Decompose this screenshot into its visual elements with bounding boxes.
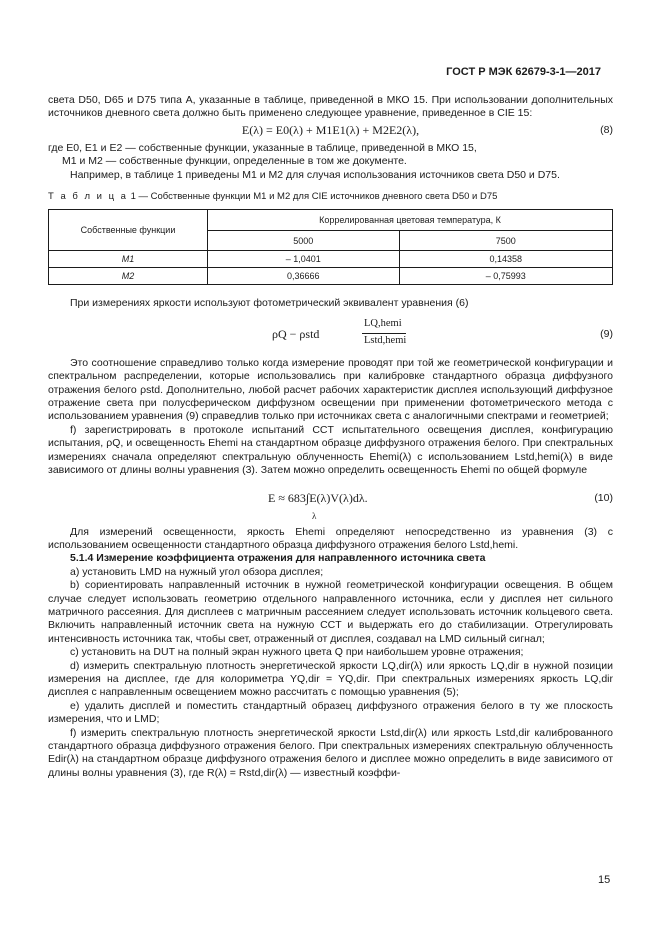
equation-10-subscript: λ <box>312 510 317 521</box>
table-temp-7500: 7500 <box>399 230 612 251</box>
table-caption-text: 1 — Собственные функции M1 и M2 для CIE источников дневного света D50 и D75 <box>130 191 498 203</box>
relation-paragraph: Это соотношение справедливо только когда измерение проводят при той же геометрической конфигурации и спектральном распределении, которые использовались при калибровке стандартного образца диффузного отражения белого ρstd. Дополнительно, любой расчет рабочих характеристик дисплея использующий диффузное отражение света при полусферическом диффузном освещении при применении фотометрического метода с использованием уравнения (9) справедлив только при источниках света с аналогичными спектрами и геометрией; <box>48 356 613 423</box>
list-item: f) измерить спектральную плотность энергетической яркости Lstd,dir(λ) или яркость Lstd,dir калиброванного стандартного образца диффузного отражения белого. При спектральных измерениях спектральную облученность Edir(λ) на стандартном образце диффузного отражения белого и дисплее можно определить в виде зависимого от длины волны уравнения (3), где R(λ) = Rstd,dir(λ) — известный коэффи- <box>48 726 613 779</box>
list-item: e) удалить дисплей и поместить стандартный образец диффузного отражения белого в ту же плоскость измерения, что и LMD; <box>48 699 613 726</box>
list-item: b) сориентировать направленный источник в нужной геометрической конфигурации освещения. В общем случае следует использовать геометрию отдельного направленного источника, если у дисплея нет сильного матричного рассеяния. Для дисплеев с матричным рассеянием следует использовать источник кольцевого света. Включить направленный источник света на нужную CCT и выдержать его до стабилизации. Отрегулировать интенсивность источника так, чтобы свет, отраженный от дисплея, создавал на LMD сильный сигнал; <box>48 579 613 645</box>
table-caption-prefix: Т а б л и ц а <box>48 191 128 203</box>
equation-8-formula: E(λ) = E0(λ) + M1E1(λ) + M2E2(λ), <box>241 122 420 137</box>
step-f-paragraph: f) зарегистрировать в протоколе испытаний CCT испытательного освещения дисплея, конфигурацию испытания, ρQ, и освещенность Ehemi на стандартном образце диффузного отражения белого. При спектральных измерениях сначала определяют спектральную облученность Ehemi(λ) с использованием Lstd,hemi(λ) в виде зависимого от длины волны уравнения (3). Затем можно определить освещенность Ehemi по общей формуле <box>48 423 613 477</box>
illuminance-paragraph: Для измерений освещенности, яркость Ehemi определяют непосредственно из уравнения (3) с использованием освещенности стандартного образца диффузного отражения белого Lstd,hemi. <box>48 525 613 551</box>
document-header: ГОСТ Р МЭК 62679-3-1—2017 <box>446 66 601 78</box>
table-temp-5000: 5000 <box>208 230 400 251</box>
equation-10-formula: E ≈ 683∫E(λ)V(λ)dλ. <box>268 490 368 505</box>
page-content <box>48 94 613 780</box>
example-paragraph: Например, в таблице 1 приведены M1 и M2 для случая использования источников света D50 и D75. <box>70 168 560 181</box>
luminance-paragraph: При измерениях яркости используют фотометрический эквивалент уравнения (6) <box>70 297 469 310</box>
equation-9-numerator: LQ,hemi <box>364 317 402 329</box>
table-row <box>49 251 613 268</box>
table-col-label: Собственные функции <box>49 210 208 251</box>
table-cell: – 1,0401 <box>208 251 400 268</box>
table-row-name: M2 <box>49 268 208 285</box>
equation-9-number: (9) <box>600 327 613 340</box>
equation-8 <box>48 121 613 140</box>
list-item: a) установить LMD на нужный угол обзора дисплея; <box>70 565 324 578</box>
table-row-name: M1 <box>49 251 208 268</box>
table-header-row <box>49 210 613 231</box>
list-item: c) установить на DUT на полный экран нужного цвета Q при наибольшем уровне отражения; <box>70 646 524 659</box>
intro-paragraph: света D50, D65 и D75 типа А, указанные в таблице, приведенной в МКО 15. При использовании дополнительных источников дневного света должно быть применено следующее уравнение, приведенное в CIE 15: <box>48 94 613 120</box>
equation-10 <box>48 484 613 524</box>
page-number: 15 <box>598 874 611 886</box>
eigenfunctions-table <box>48 209 613 285</box>
table-group-header: Коррелированная цветовая температура, К <box>208 210 613 231</box>
table-row <box>49 268 613 285</box>
table-cell: – 0,75993 <box>399 268 612 285</box>
where-line-1: где E0, E1 и E2 — собственные функции, указанные в таблице, приведенной в МКО 15, <box>48 141 477 154</box>
equation-9 <box>48 317 613 353</box>
equation-9-denominator: Lstd,hemi <box>364 334 407 346</box>
section-title: 5.1.4 Измерение коэффициента отражения для направленного источника света <box>70 552 486 565</box>
table-cell: 0,14358 <box>399 251 612 268</box>
equation-9-lhs: ρQ − ρstd <box>272 326 320 341</box>
equation-8-number: (8) <box>600 123 613 136</box>
table-caption <box>48 190 613 203</box>
list-item: d) измерить спектральную плотность энергетической яркости LQ,dir(λ) или яркость LQ,dir в нужной позиции измерения на дисплее, где для колориметра YQ,dir = YQ,dir. При спектральных измерениях яркость LQ,dir дисплея с направленным освещением можно рассчитать с помощью уравнения (5); <box>48 659 613 699</box>
table-cell: 0,36666 <box>208 268 400 285</box>
where-line-2: M1 и M2 — собственные функции, определенные в том же документе. <box>62 155 407 168</box>
equation-10-number: (10) <box>594 491 613 504</box>
